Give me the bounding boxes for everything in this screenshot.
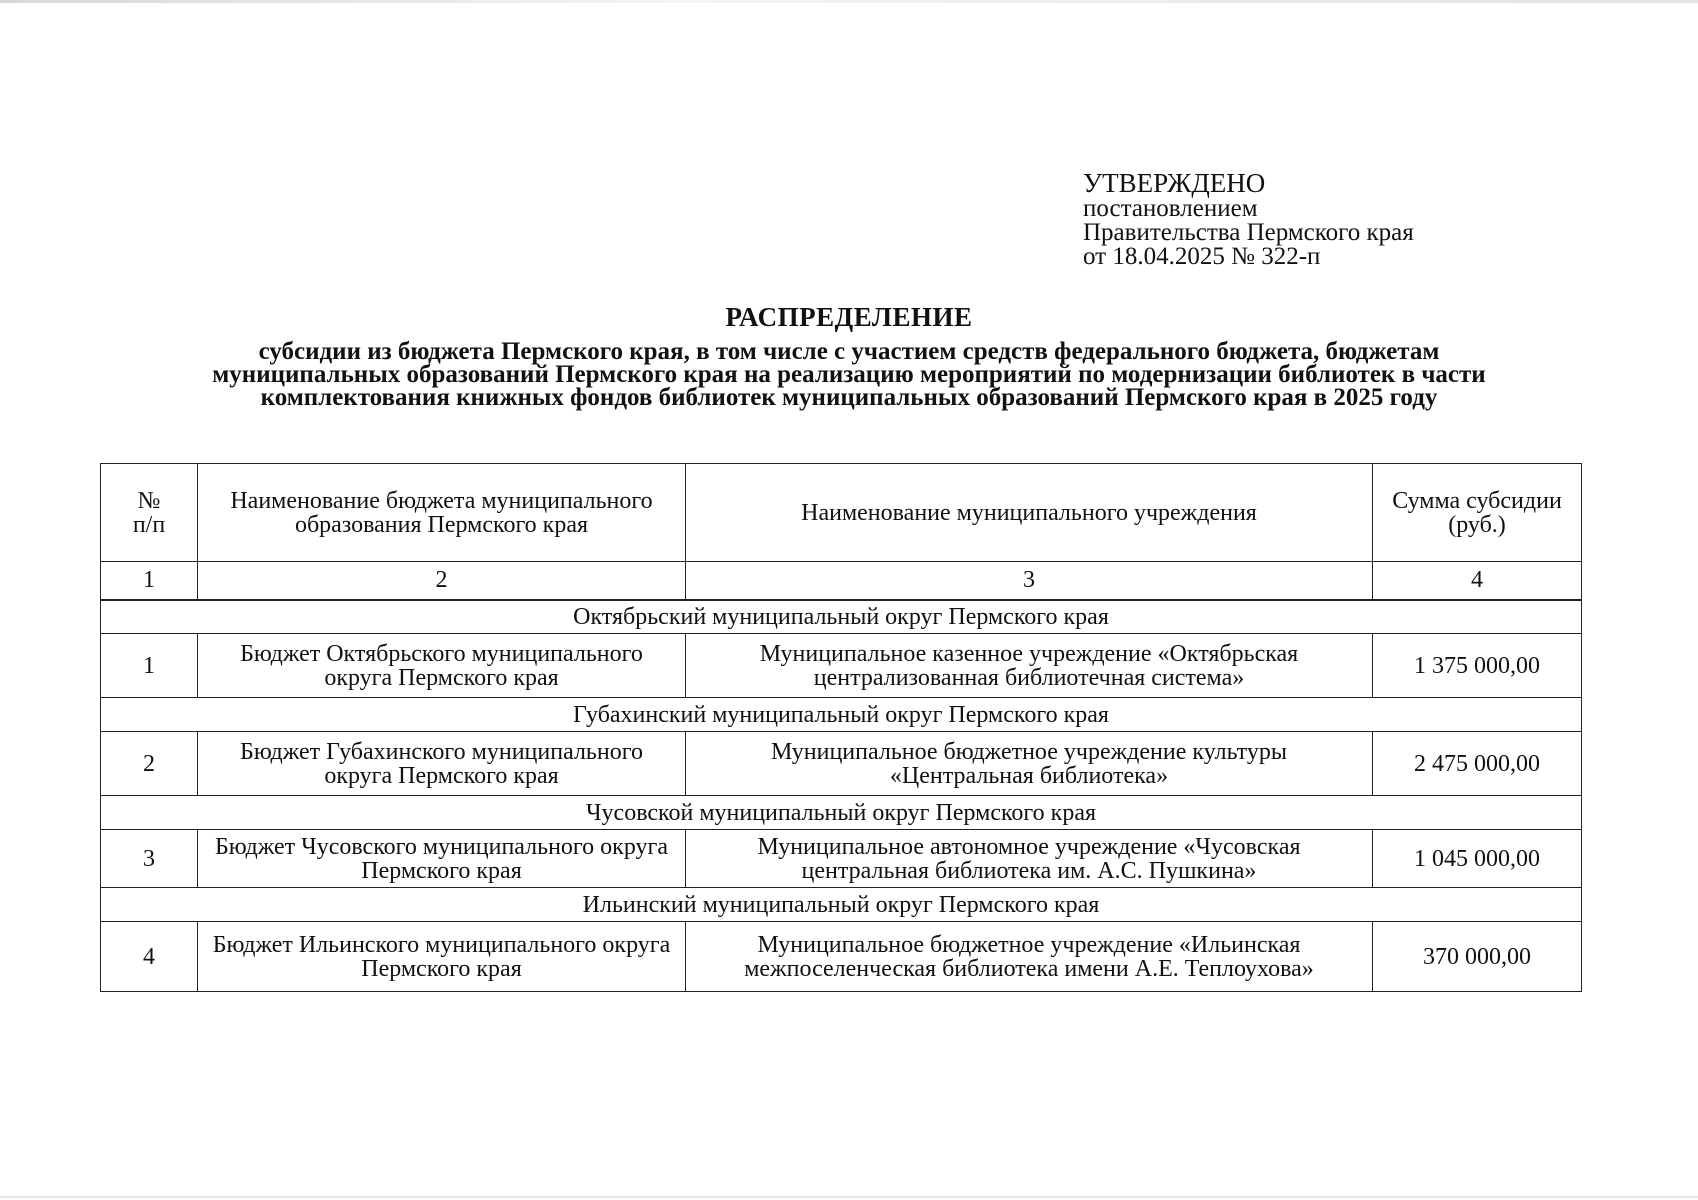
- district-row: [101, 888, 1582, 922]
- subtitle-line-2: муниципальных образований Пермского края на реализацию мероприятий по модернизации библиотек в части: [212, 361, 1486, 388]
- budget-name-line-1: Бюджет Чусовского муниципального округа: [214, 833, 668, 860]
- budget-name: [198, 922, 686, 992]
- approval-line-3: от 18.04.2025 № 322-п: [1083, 243, 1321, 270]
- budget-name: [198, 634, 686, 698]
- budget-name-line-2: округа Пермского края: [324, 762, 559, 789]
- subtitle-line-1: субсидии из бюджета Пермского края, в том числе с участием средств федерального бюджета, бюджетам: [258, 338, 1440, 365]
- approval-line-1: постановлением: [1083, 195, 1258, 222]
- district-name: Чусовской муниципальный округ Пермского края: [101, 796, 1582, 830]
- institution-name: [686, 732, 1373, 796]
- row-number: 4: [101, 922, 198, 992]
- institution-name-line-1: Муниципальное автономное учреждение «Чусовская: [757, 833, 1301, 860]
- institution-name: [686, 922, 1373, 992]
- institution-name-line-2: централизованная библиотечная система»: [813, 664, 1245, 691]
- budget-name-line-2: округа Пермского края: [324, 664, 559, 691]
- district-row: [101, 600, 1582, 634]
- institution-name-line-1: Муниципальное бюджетное учреждение «Ильинская: [757, 931, 1301, 958]
- table-row: [101, 732, 1582, 796]
- district-name: Губахинский муниципальный округ Пермского края: [101, 698, 1582, 732]
- column-index: 2: [198, 562, 686, 600]
- column-index: 3: [686, 562, 1373, 600]
- header-sum: [1373, 464, 1582, 562]
- row-number: 3: [101, 830, 198, 888]
- budget-name-line-2: Пермского края: [361, 857, 522, 884]
- subsidy-sum: 1 375 000,00: [1373, 634, 1582, 698]
- approval-title: УТВЕРЖДЕНО: [1083, 168, 1266, 198]
- table-row: [101, 830, 1582, 888]
- scan-edge-top: [0, 0, 1698, 3]
- header-number-abbr: п/п: [132, 511, 166, 538]
- scan-edge-bottom: [0, 1196, 1698, 1198]
- institution-name-line-2: «Центральная библиотека»: [889, 762, 1169, 789]
- district-row: [101, 796, 1582, 830]
- institution-name-line-2: межпоселенческая библиотека имени А.Е. Теплоухова»: [744, 955, 1314, 982]
- budget-name-line-2: Пермского края: [361, 955, 522, 982]
- budget-name-line-1: Бюджет Октябрьского муниципального: [240, 640, 643, 667]
- header-institution: Наименование муниципального учреждения: [686, 464, 1373, 562]
- header-number: [101, 464, 198, 562]
- table-row: [101, 634, 1582, 698]
- row-number: 1: [101, 634, 198, 698]
- subtitle-line-3: комплектования книжных фондов библиотек муниципальных образований Пермского края в 2025 году: [260, 384, 1438, 411]
- approval-stamp: [1083, 169, 1414, 269]
- budget-name: [198, 732, 686, 796]
- institution-name-line-1: Муниципальное бюджетное учреждение культуры: [771, 738, 1287, 765]
- header-number-symbol: №: [137, 487, 161, 514]
- institution-name-line-2: центральная библиотека им. А.С. Пушкина»: [801, 857, 1257, 884]
- approval-line-2: Правительства Пермского края: [1083, 219, 1414, 246]
- column-index: 4: [1373, 562, 1582, 600]
- district-name: Ильинский муниципальный округ Пермского края: [101, 888, 1582, 922]
- table-header-row: [101, 464, 1582, 562]
- district-row: [101, 698, 1582, 732]
- table-row: [101, 922, 1582, 992]
- budget-name-line-1: Бюджет Ильинского муниципального округа: [212, 931, 671, 958]
- column-index-row: [101, 562, 1582, 600]
- subsidy-sum: 370 000,00: [1373, 922, 1582, 992]
- budget-name: [198, 830, 686, 888]
- institution-name: [686, 634, 1373, 698]
- header-budget-line-2: образования Пермского края: [294, 511, 589, 538]
- header-budget-line-1: Наименование бюджета муниципального: [230, 487, 653, 514]
- header-sum-line-1: Сумма субсидии: [1392, 487, 1562, 514]
- row-number: 2: [101, 732, 198, 796]
- document-subtitle: [100, 340, 1598, 409]
- header-budget: [198, 464, 686, 562]
- subsidy-sum: 2 475 000,00: [1373, 732, 1582, 796]
- column-index: 1: [101, 562, 198, 600]
- header-sum-line-2: (руб.): [1448, 511, 1506, 538]
- budget-name-line-1: Бюджет Губахинского муниципального: [240, 738, 643, 765]
- district-name: Октябрьский муниципальный округ Пермского края: [101, 600, 1582, 634]
- distribution-table: [100, 463, 1582, 992]
- document-title: РАСПРЕДЕЛЕНИЕ: [725, 302, 973, 332]
- subsidy-sum: 1 045 000,00: [1373, 830, 1582, 888]
- institution-name-line-1: Муниципальное казенное учреждение «Октябрьская: [759, 640, 1299, 667]
- institution-name: [686, 830, 1373, 888]
